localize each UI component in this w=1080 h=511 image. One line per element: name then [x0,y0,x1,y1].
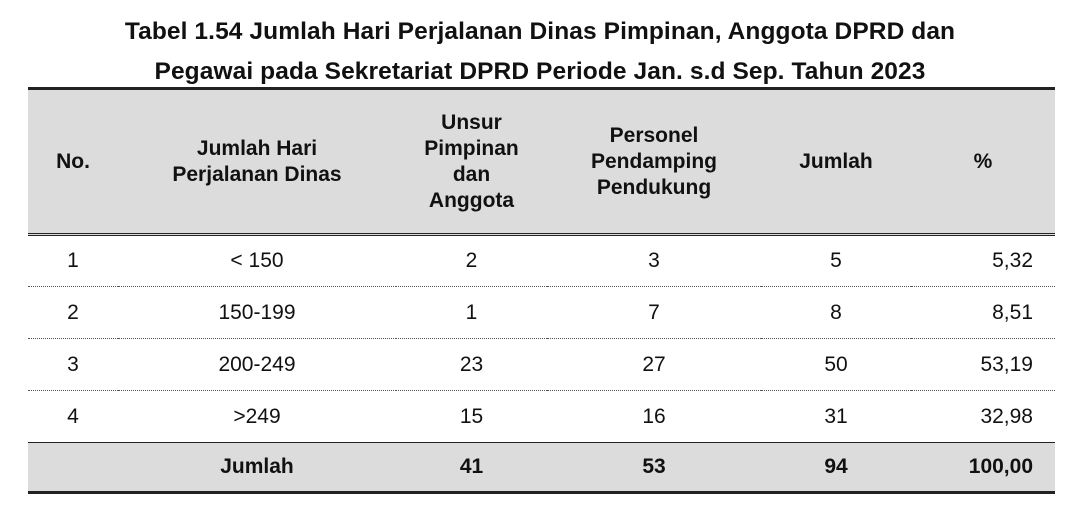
cell-range: >249 [118,391,396,443]
cell-personel: 16 [547,391,761,443]
table-header [28,89,1055,235]
header-jumlah-hari [118,89,396,235]
header-jumlah-hari-line-1: Jumlah Hari [196,136,318,160]
cell-percent: 53,19 [911,339,1055,391]
cell-unsur: 23 [396,339,547,391]
total-personel: 53 [547,443,761,493]
header-personel-line-3: Pendukung [596,175,712,199]
header-personel-line-1: Personel [609,123,699,147]
header-percent [911,89,1055,235]
cell-no: 1 [28,235,118,287]
header-unsur-line-1: Unsur [441,110,502,134]
cell-no: 2 [28,287,118,339]
cell-jumlah: 50 [761,339,911,391]
cell-no: 4 [28,391,118,443]
cell-jumlah: 31 [761,391,911,443]
header-personel-line-2: Pendamping [590,149,717,173]
header-unsur-line-3: dan [452,162,491,186]
table-title [0,12,1080,92]
header-no-line: No. [56,149,90,173]
header-percent-line: % [973,149,993,173]
table-row [28,339,1055,391]
header-jumlah [761,89,911,235]
cell-range: 200-249 [118,339,396,391]
header-unsur-line-2: Pimpinan [424,136,519,160]
table-row [28,287,1055,339]
total-unsur: 41 [396,443,547,493]
cell-percent: 8,51 [911,287,1055,339]
cell-unsur: 15 [396,391,547,443]
total-no [28,443,118,493]
header-row [28,89,1055,235]
total-percent: 100,00 [911,443,1055,493]
table-body [28,235,1055,443]
header-jumlah-line: Jumlah [799,149,873,173]
cell-jumlah: 8 [761,287,911,339]
header-personel [547,89,761,235]
cell-unsur: 1 [396,287,547,339]
cell-range: 150-199 [118,287,396,339]
total-jumlah: 94 [761,443,911,493]
table-title-line-1: Tabel 1.54 Jumlah Hari Perjalanan Dinas Pimpinan, Anggota DPRD dan [124,18,956,45]
cell-percent: 32,98 [911,391,1055,443]
cell-personel: 3 [547,235,761,287]
header-no [28,89,118,235]
header-jumlah-hari-line-2: Perjalanan Dinas [172,162,342,186]
cell-personel: 27 [547,339,761,391]
cell-unsur: 2 [396,235,547,287]
cell-percent: 5,32 [911,235,1055,287]
table-footer [28,443,1055,493]
table-row [28,235,1055,287]
table-row [28,391,1055,443]
cell-personel: 7 [547,287,761,339]
cell-no: 3 [28,339,118,391]
cell-jumlah: 5 [761,235,911,287]
total-label: Jumlah [118,443,396,493]
table-title-line-2: Pegawai pada Sekretariat DPRD Periode Jan. s.d Sep. Tahun 2023 [154,58,926,85]
cell-range: < 150 [118,235,396,287]
total-row [28,443,1055,493]
header-unsur-line-4: Anggota [428,188,515,212]
header-unsur-pimpinan [396,89,547,235]
travel-days-table [28,87,1055,494]
